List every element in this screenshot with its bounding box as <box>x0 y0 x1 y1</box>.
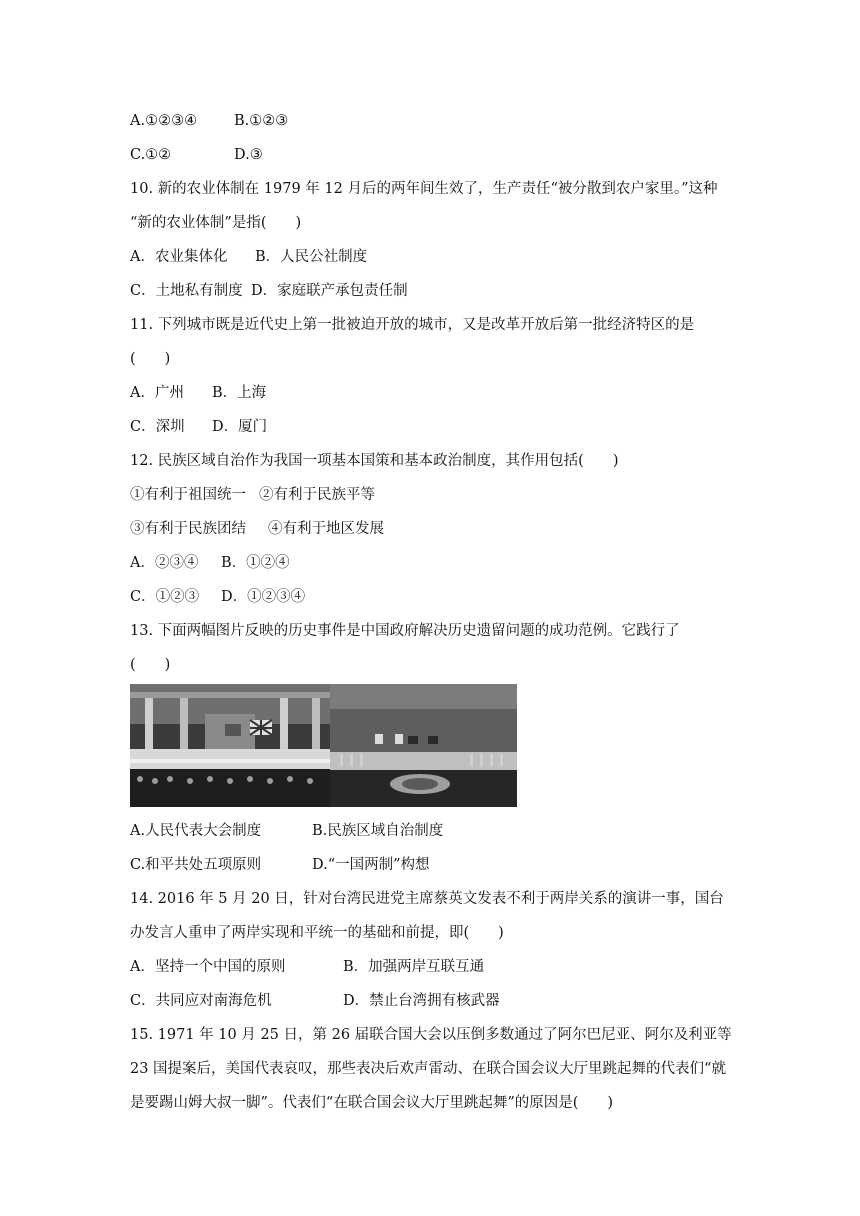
q14-stem-line2: 办发言人重申了两岸实现和平统一的基础和前提，即( ) <box>130 925 504 941</box>
q15-stem-line2: 23 国提案后，美国代表哀叹，那些表决后欢声雷动、在联合国会议大厅里跳起舞的代表们“就 <box>130 1061 726 1077</box>
q12-item-4: ④有利于地区发展 <box>268 521 384 537</box>
q9-option-d: D.③ <box>234 147 263 163</box>
q12-option-c: C．①②③ <box>130 589 200 605</box>
q13-option-c: C.和平共处五项原则 <box>130 857 262 873</box>
q13-stem-line2: ( ) <box>130 657 171 673</box>
q14-option-a: A．坚持一个中国的原则 <box>130 959 286 975</box>
q11-option-b: B．上海 <box>212 385 267 401</box>
q10-stem-line2: “新的农业体制”是指( ) <box>130 215 302 231</box>
q11-stem-line1: 11. 下列城市既是近代史上第一批被迫开放的城市，又是改革开放后第一批经济特区的是 <box>130 317 695 333</box>
q12-stem: 12. 民族区域自治作为我国一项基本国策和基本政治制度，其作用包括( ) <box>130 453 619 469</box>
q15-stem-line1: 15. 1971 年 10 月 25 日，第 26 届联合国大会以压倒多数通过了阿尔巴尼亚、阿尔及利亚等 <box>130 1027 732 1043</box>
q11-stem-line2: ( ) <box>130 351 171 367</box>
q10-stem-line1: 10. 新的农业体制在 1979 年 12 月后的两年间生效了，生产责任“被分散到农户家里。”这种 <box>130 181 718 197</box>
q10-option-a: A．农业集体化 <box>130 249 228 265</box>
q13-option-b: B.民族区域自治制度 <box>312 823 444 839</box>
q15-stem-line3: 是要踢山姆大叔一脚”。代表们“在联合国会议大厅里跳起舞”的原因是( ) <box>130 1095 614 1111</box>
q10-option-b: B．人民公社制度 <box>255 249 368 265</box>
q10-option-d: D．家庭联产承包责任制 <box>251 283 408 299</box>
q14-stem-line1: 14. 2016 年 5 月 20 日，针对台湾民进党主席蔡英文发表不利于两岸关系的演讲一事，国台 <box>130 891 724 907</box>
q11-option-d: D．厦门 <box>212 419 268 435</box>
q13-option-d: D.“一国两制”构想 <box>312 857 430 873</box>
q14-option-c: C．共同应对南海危机 <box>130 993 272 1009</box>
q14-option-b: B．加强两岸互联互通 <box>343 959 485 975</box>
q12-option-d: D．①②③④ <box>221 589 306 605</box>
q9-option-b: B.①②③ <box>234 113 289 129</box>
q13-photos <box>130 684 517 807</box>
q11-option-a: A．广州 <box>130 385 184 401</box>
q12-item-3: ③有利于民族团结 <box>130 521 246 537</box>
q12-option-a: A．②③④ <box>130 555 199 571</box>
handover-ceremony-photo-left <box>130 684 330 807</box>
q12-item-1: ①有利于祖国统一 <box>130 487 246 503</box>
q9-option-c: C.①② <box>130 147 172 163</box>
q12-item-2: ②有利于民族平等 <box>259 487 375 503</box>
q13-option-a: A.人民代表大会制度 <box>130 823 262 839</box>
handover-ceremony-photo-right <box>330 684 517 807</box>
q10-option-c: C．土地私有制度 <box>130 283 243 299</box>
q12-option-b: B．①②④ <box>221 555 290 571</box>
q13-stem-line1: 13. 下面两幅图片反映的历史事件是中国政府解决历史遗留问题的成功范例。它践行了 <box>130 623 680 639</box>
q11-option-c: C．深圳 <box>130 419 185 435</box>
q14-option-d: D．禁止台湾拥有核武器 <box>343 993 500 1009</box>
q9-option-a: A.①②③④ <box>130 113 198 129</box>
